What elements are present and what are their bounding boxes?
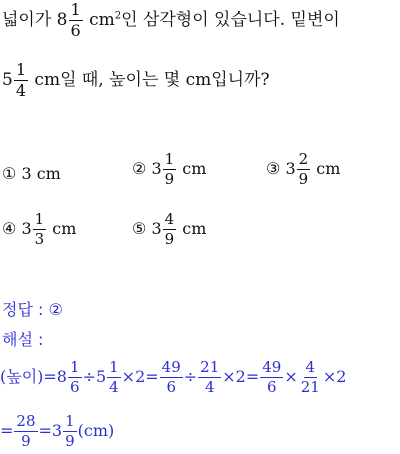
solution-fraction-8 (63, 414, 77, 449)
base-fraction-numerator: 1 (15, 60, 27, 79)
solution-fraction-6-num: 4 (305, 358, 316, 376)
option-3-denominator: 9 (298, 170, 309, 188)
solution-fraction-1-den: 6 (69, 378, 80, 396)
option-1[interactable] (2, 164, 61, 183)
solution-fraction-5-den: 6 (267, 378, 277, 396)
solution-op-1: ÷5 (82, 367, 107, 386)
option-5-denominator: 9 (164, 230, 175, 248)
option-2[interactable] (132, 152, 206, 187)
question-line-2 (2, 62, 270, 99)
solution-fraction-3-den: 6 (166, 378, 176, 396)
solution-fraction-1 (68, 360, 82, 395)
option-2-fraction (163, 152, 177, 187)
explanation-label: 해설 : (2, 330, 44, 349)
question-unit: cm (89, 10, 115, 30)
solution-fraction-2-num: 1 (109, 358, 119, 376)
solution-fraction-4 (198, 360, 221, 395)
solution-fraction-7-num: 28 (16, 412, 36, 430)
option-2-numerator: 1 (164, 150, 175, 168)
option-4-mark: ④ (2, 219, 17, 238)
option-1-value: 3 cm (21, 164, 61, 183)
option-4-numerator: 1 (34, 210, 45, 228)
option-5[interactable] (132, 212, 206, 247)
question-text-2: cm일 때, 높이는 몇 cm입니까? (34, 70, 270, 90)
area-fraction-numerator: 1 (70, 0, 81, 19)
solution-fraction-7 (14, 414, 37, 449)
solution-fraction-1-num: 1 (69, 358, 80, 376)
option-2-whole: 3 (151, 159, 162, 178)
base-fraction-denominator: 4 (15, 81, 27, 100)
solution-op-6: ×2 (322, 367, 347, 386)
solution-fraction-8-den: 9 (65, 432, 75, 450)
area-fraction-denominator: 6 (70, 21, 81, 40)
solution-fraction-2-den: 4 (109, 378, 119, 396)
solution-fraction-5 (260, 360, 283, 395)
solution-op-3: ÷ (183, 367, 198, 386)
base-whole: 5 (2, 70, 13, 90)
question-line-1 (2, 2, 340, 39)
solution-fraction-3-num: 49 (161, 358, 181, 376)
solution-fraction-4-num: 21 (200, 358, 220, 376)
solution-op-5: × (284, 367, 298, 386)
solution-unit: (cm) (77, 421, 115, 440)
option-4-denominator: 3 (34, 230, 45, 248)
solution-fraction-3 (160, 360, 183, 395)
option-4[interactable] (2, 212, 76, 247)
option-1-mark: ① (2, 164, 17, 183)
option-4-fraction (33, 212, 47, 247)
solution-fraction-8-num: 1 (65, 412, 75, 430)
solution-op-4: ×2= (222, 367, 260, 386)
option-2-mark: ② (132, 159, 147, 178)
answer-line: 정답 : ② (2, 300, 63, 319)
solution-fraction-5-num: 49 (262, 358, 282, 376)
option-3-numerator: 2 (298, 150, 309, 168)
solution-height-label: (높이)=8 (0, 367, 67, 386)
solution-fraction-2 (107, 360, 121, 395)
option-4-unit: cm (52, 219, 77, 238)
solution-equals-whole: =3 (38, 421, 63, 440)
option-5-numerator: 4 (164, 210, 175, 228)
solution-line-2 (0, 414, 114, 449)
solution-fraction-7-den: 9 (21, 432, 31, 450)
question-text-rest: 인 삼각형이 있습니다. 밑변이 (121, 10, 340, 30)
question-text: 넓이가 8 (2, 10, 68, 30)
base-fraction (14, 62, 28, 99)
option-3-whole: 3 (285, 159, 296, 178)
option-3-fraction (297, 152, 311, 187)
option-2-denominator: 9 (164, 170, 175, 188)
option-2-unit: cm (182, 159, 207, 178)
option-5-unit: cm (182, 219, 207, 238)
solution-fraction-4-den: 4 (204, 378, 215, 396)
solution-line-1 (0, 360, 346, 395)
option-4-whole: 3 (21, 219, 32, 238)
option-5-fraction (163, 212, 177, 247)
option-5-mark: ⑤ (132, 219, 147, 238)
option-3-unit: cm (316, 159, 341, 178)
option-3[interactable] (266, 152, 340, 187)
solution-fraction-6-den: 21 (300, 378, 320, 396)
option-3-mark: ③ (266, 159, 281, 178)
area-fraction (69, 2, 83, 39)
question-unit-exponent: 2 (114, 10, 122, 22)
option-5-whole: 3 (151, 219, 162, 238)
solution-fraction-6 (299, 360, 322, 395)
solution-equals: = (0, 421, 14, 440)
solution-op-2: ×2= (121, 367, 159, 386)
